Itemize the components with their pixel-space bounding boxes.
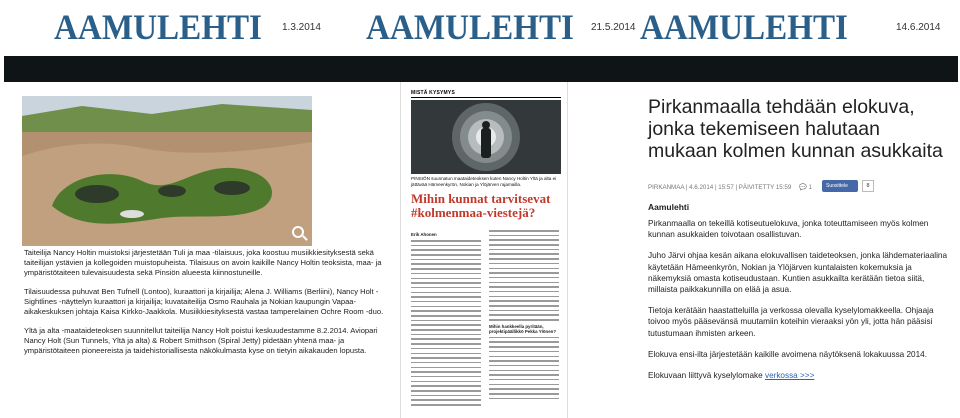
recommend-count: 8	[862, 180, 874, 192]
comment-count: 1	[808, 184, 812, 191]
section-kicker: MISTÄ KYSYMYS	[411, 90, 455, 96]
text-column-left	[411, 230, 481, 416]
paragraph: Taiteilija Nancy Holtin muistoksi järjestetään Tuli ja maa -tilaisuus, joka koostuu musiikkiesityksestä sekä taiteilijan ystävien ja kollegoiden muistopuheista. Tilaisuus on avoin kaikille Nancy Holtin teoksista, maa- ja ympäristötaiteen tulevaisuudesta sekä Pinsiön alueesta kiinnostuneille.	[24, 248, 382, 277]
clipping-1	[4, 82, 396, 418]
subheading: Mihin hankkeella pyritään, projektipäällikkö Pekka Ylönen?	[489, 323, 557, 334]
recommend-button[interactable]: Suosittele	[822, 180, 858, 192]
zoom-icon[interactable]	[292, 226, 304, 238]
dark-band	[4, 56, 958, 82]
clipping-2	[400, 82, 568, 418]
tunnel-photo	[411, 100, 561, 174]
article-meta	[648, 183, 812, 191]
comment-icon[interactable]: 💬	[799, 184, 807, 191]
article-text	[24, 248, 386, 365]
newspaper-logo: AAMULEHTI	[366, 7, 574, 47]
paragraph-with-link	[648, 370, 948, 381]
article-body	[648, 218, 948, 391]
paragraph: Tilaisuudessa puhuvat Ben Tufnell (Lontoo), kuraattori ja kirjailija; Alena J. Williams (Berliini), Nancy Holt - Sightlines -näyttelyn kuraattori ja kirjailija; kuvataiteilija Osmo Rauhala ja Nokian kaupungin Vapaa-aikakeskuksen johtaja Kaisa Kirkko-Jaakkola. Musiikkiesityksestä vastaa tamperelainen Ochre Room -duo.	[24, 287, 384, 316]
author: Erik Ahonen	[411, 232, 437, 237]
issue-date: 14.6.2014	[896, 22, 941, 33]
photo-caption: PINSIÖN suunnatun maataideteoksen kuten Nancy Holtin Yltä ja alta ei jättävää Hämeenkyrön, Nokian ja Ylöjärven rajamailla.	[411, 176, 557, 187]
paragraph: Yltä ja alta -maataideteoksen suunnitellut taiteilija Nancy Holt poistui keskuudestamme 8.2.2014. Aviopari Nancy Holt (Sun Tunnels, Yltä ja alta) & Robert Smithson (Spiral Jetty) pidetään yhtenä maa- ja ympäristötaiteen pioneereista ja taidehistoriallisesta näkökulmasta kyse on tietyin aikakauden lopusta.	[24, 326, 378, 355]
divider	[411, 97, 561, 98]
paragraph: Pirkanmaalla on tekeillä kotiseutuelokuva, jonka toteuttamiseen myös kolmen kunnan asukkaiden toivotaan osallistuvan.	[648, 219, 929, 240]
tunnel-photo-illustration	[411, 100, 561, 174]
land-art-photo[interactable]	[22, 96, 312, 246]
article-author: Aamulehti	[648, 202, 690, 212]
survey-link[interactable]: verkossa >>>	[764, 371, 815, 381]
newspaper-logo: AAMULEHTI	[54, 7, 262, 47]
article-headline: Mihin kunnat tarvitsevat #kolmenmaa-viestejä?	[411, 191, 551, 220]
paragraph: Tietoja kerätään haastatteluilla ja verkossa olevalla kyselylomakkeella. Ohjaaja toivoo myös pääsevänsä muutamiin koteihin vieraaksi yön yli, jotta hän pääsisi tutustumaan ihmisten arkeen.	[648, 306, 934, 338]
paragraph: Elokuva ensi-ilta järjestetään kaikille avoimena näytöksenä lokakuussa 2014.	[648, 349, 927, 359]
newspaper-logo: AAMULEHTI	[640, 7, 848, 47]
meta-line: PIRKANMAA | 4.6.2014 | 15:57 | PÄIVITETTY 15:59	[648, 184, 792, 191]
land-art-photo-illustration	[22, 96, 312, 246]
text-column-right	[489, 230, 559, 416]
issue-date: 1.3.2014	[282, 22, 321, 33]
paragraph: Juho Järvi ohjaa kesän aikana elokuvallisen taideteoksen, jonka lähdemateriaalina käytetään Hämeenkyrön, Nokian ja Ylöjärven kuntalaisten kokemuksia ja näkemyksiä omasta kotiseudustaan. Kuntien asukkailta kerätään tietoa siitä, millaista paikkakunnilla on elää ja asua.	[648, 251, 948, 295]
clipping-3	[572, 82, 958, 418]
article-title: Pirkanmaalla tehdään elokuva, jonka tekemiseen halutaan mukaan kolmen kunnan asukkaita	[648, 96, 943, 162]
issue-date: 21.5.2014	[591, 22, 636, 33]
link-prefix: Elokuvaan liittyvä kyselylomake	[648, 371, 763, 381]
